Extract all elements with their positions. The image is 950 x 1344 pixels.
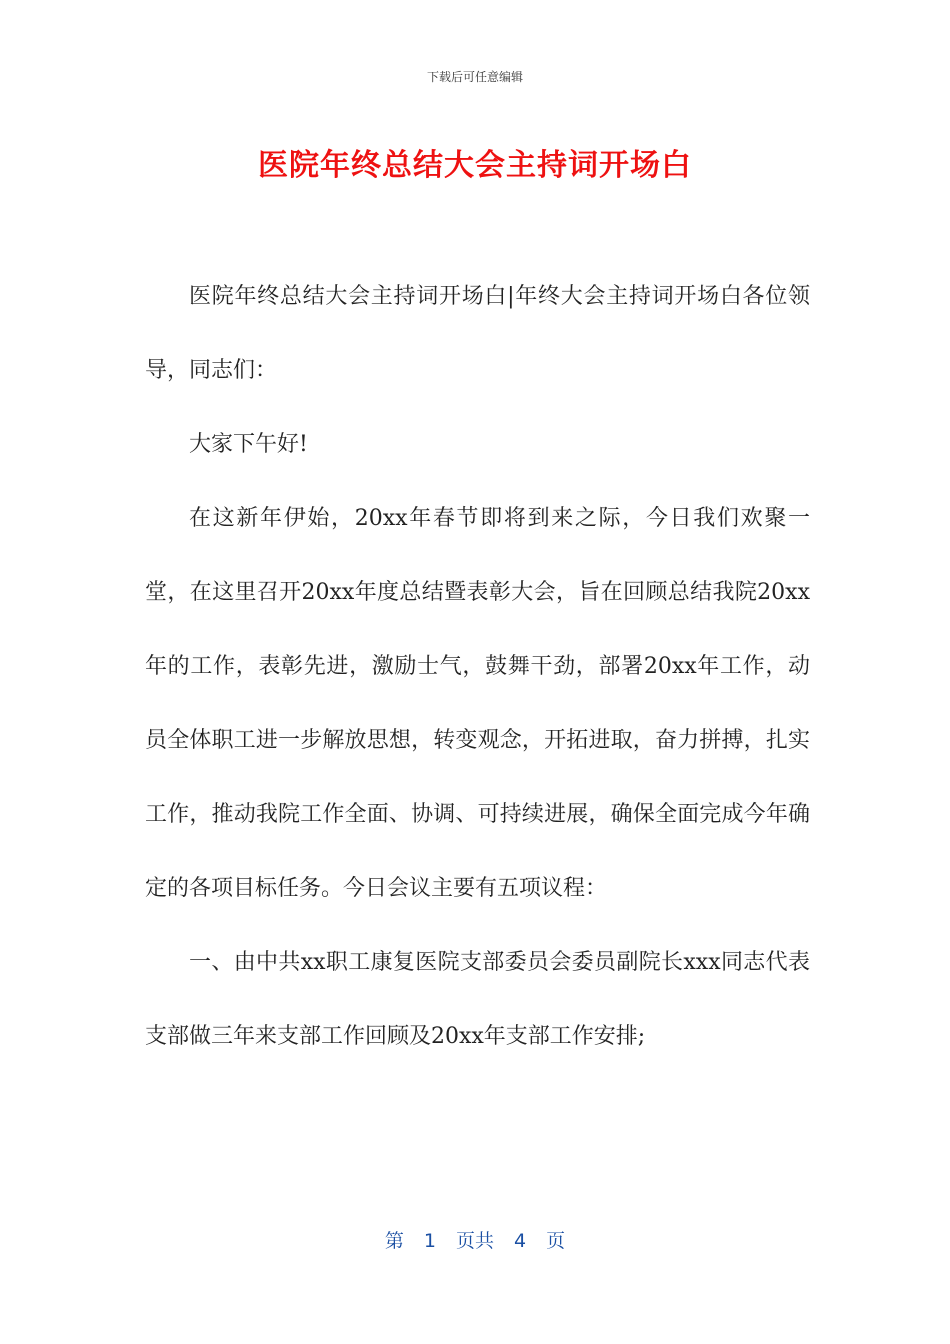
page-suffix: 页 xyxy=(546,1230,566,1252)
paragraph: 医院年终总结大会主持词开场白|年终大会主持词开场白各位领导，同志们： xyxy=(145,284,810,383)
page-footer xyxy=(0,1226,950,1253)
paragraph: 大家下午好! xyxy=(189,432,308,457)
paragraph: 一、由中共xx职工康复医院支部委员会委员副院长xxx同志代表支部做三年来支部工作回顾及20xx年支部工作安排; xyxy=(145,950,810,1049)
total-pages: 4 xyxy=(514,1230,527,1252)
document-body xyxy=(145,260,810,1074)
page-label: 第 xyxy=(384,1230,404,1252)
header-note: 下载后可任意编辑 xyxy=(426,70,523,84)
document-title: 医院年终总结大会主持词开场白 xyxy=(258,148,692,183)
total-label: 页共 xyxy=(455,1230,494,1252)
page-number: 1 xyxy=(423,1230,436,1252)
paragraph: 在这新年伊始，20xx年春节即将到来之际，今日我们欢聚一堂，在这里召开20xx年度总结暨表彰大会，旨在回顾总结我院20xx年的工作，表彰先进，激励士气，鼓舞干劲，部署20xx年工作，动员全体职工进一步解放思想，转变观念，开拓进取，奋力拼搏，扎实工作，推动我院工作全面、协调、可持续进展，确保全面完成今年确定的各项目标任务。今日会议主要有五项议程： xyxy=(145,506,810,901)
